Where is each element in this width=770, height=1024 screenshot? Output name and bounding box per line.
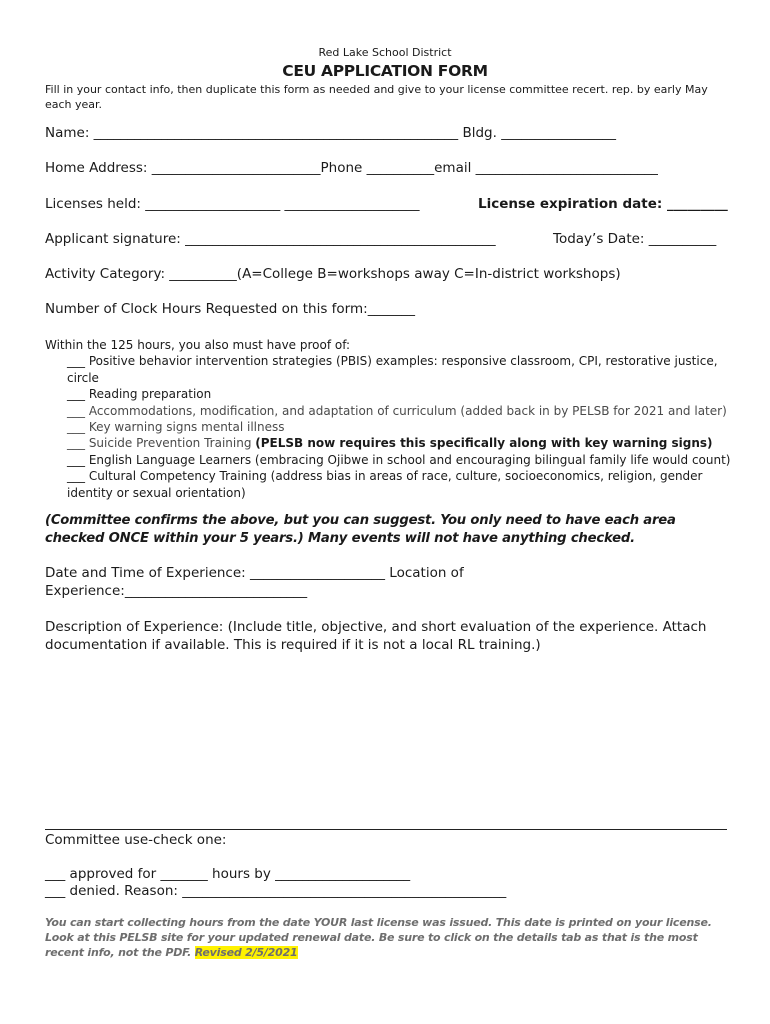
requirement-cultural-competency[interactable]: ___ Cultural Competency Training (address bias in areas of race, culture, socioeconomics, religion, gender [67,469,703,484]
experience-field[interactable]: Experience:___________________________ [45,583,308,599]
requirement-pbis-cont: circle [67,370,99,385]
requirement-suicide-prevention[interactable] [45,435,745,451]
form-title: CEU APPLICATION FORM [282,62,488,80]
footer-note [45,915,725,960]
requirement-pbis[interactable]: ___ Positive behavior intervention strategies (PBIS) examples: responsive classroom, CPI, restorative justice, [67,354,718,369]
licenses-held-field[interactable]: Licenses held: ____________________ ____________________ [45,196,420,212]
revised-date: Revised 2/5/2021 [194,946,298,959]
activity-category-field[interactable]: Activity Category: __________(A=College B=workshops away C=In-district workshops) [45,266,621,282]
address-phone-email-field[interactable]: Home Address: _________________________Phone __________email ___________________________ [45,160,658,176]
committee-heading: Committee use-check one: [45,832,227,848]
requirements-heading: Within the 125 hours, you also must have proof of: [45,338,351,352]
requirement-warning-signs[interactable]: ___ Key warning signs mental illness [67,420,285,435]
requirement-suicide-label: ___ Suicide Prevention Training [67,436,256,451]
todays-date-field[interactable]: Today’s Date: __________ [553,231,717,247]
requirement-ell[interactable]: ___ English Language Learners (embracing Ojibwe in school and encouraging bilingual family life would count) [67,452,731,467]
applicant-signature-field[interactable]: Applicant signature: ______________________________________________ [45,231,496,247]
committee-denied-field[interactable]: ___ denied. Reason: ________________________________________________ [45,883,507,899]
name-bldg-field[interactable]: Name: ______________________________________________________ Bldg. _________________ [45,125,616,141]
experience-date-location-field[interactable]: Date and Time of Experience: ____________________ Location of [45,565,464,581]
district-name: Red Lake School District [318,46,452,59]
requirements-list [45,337,745,501]
requirement-reading[interactable]: ___ Reading preparation [67,387,212,402]
committee-note: (Committee confirms the above, but you can suggest. You only need to have each area checked ONCE within your 5 years.) Many events will not have anything checked. [45,513,676,546]
requirement-cultural-cont: identity or sexual orientation) [67,485,246,500]
committee-approved-field[interactable]: ___ approved for _______ hours by ____________________ [45,866,411,882]
footer-text: You can start collecting hours from the date YOUR last license was issued. This date is printed on your license. Look at this PELSB site for your updated renewal date. Be sure to click on the details tab as that is the most recent info, not the PDF. [45,916,712,959]
committee-divider [45,829,727,830]
description-instructions: Description of Experience: (Include title, objective, and short evaluation of the experience. Attach documentation if available. This is required if it is not a local RL training.) [45,619,707,653]
requirement-accommodations[interactable]: ___ Accommodations, modification, and adaptation of curriculum (added back in by PELSB for 2021 and later) [67,403,727,418]
clock-hours-field[interactable]: Number of Clock Hours Requested on this form:_______ [45,301,415,317]
requirement-suicide-note: (PELSB now requires this specifically along with key warning signs) [255,436,713,451]
form-instructions: Fill in your contact info, then duplicate this form as needed and give to your license committee recert. rep. by early May each year. [45,83,708,111]
license-expiration-field[interactable]: License expiration date: _________ [478,196,728,212]
